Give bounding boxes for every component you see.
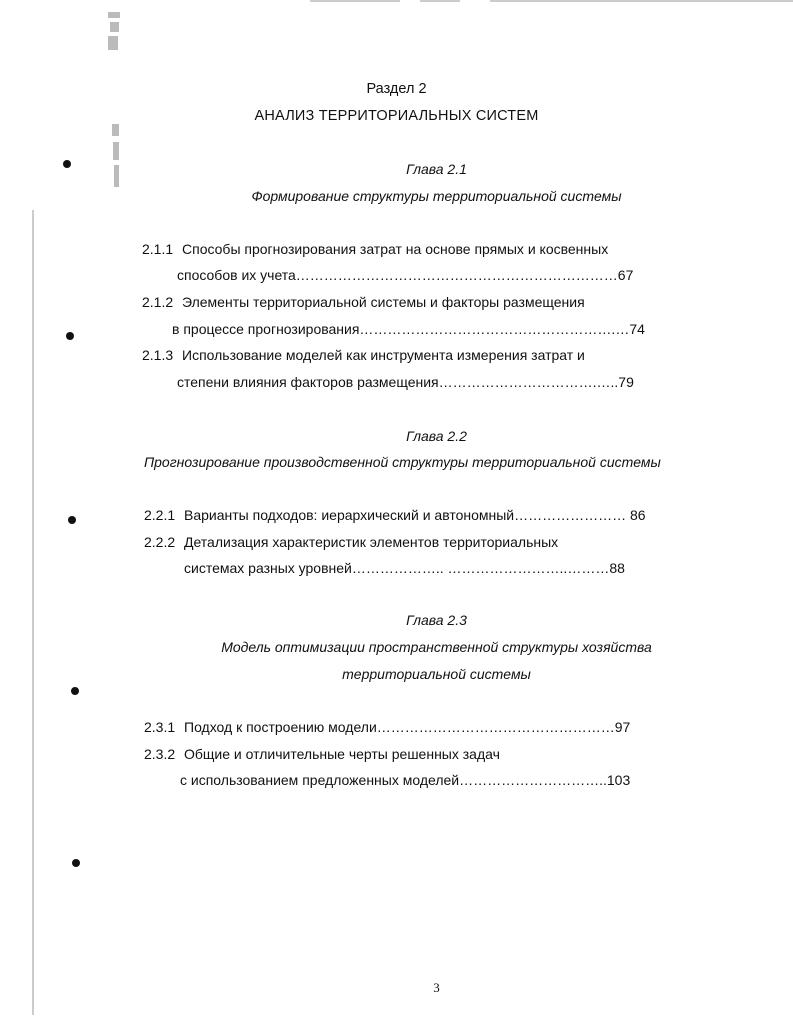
chapter-label: Глава 2.2 xyxy=(406,428,467,444)
page-number: 3 xyxy=(433,980,440,995)
chapter-title: Прогнозирование производственной структуры территориальной системы xyxy=(144,454,661,470)
toc-entry-line: Элементы территориальной системы и факторы размещения xyxy=(182,294,585,310)
punch-hole xyxy=(71,687,79,695)
toc-entry-number: 2.1.3 xyxy=(142,347,174,363)
toc-entry-number: 2.1.1 xyxy=(142,241,174,257)
toc-entry-number: 2.2.2 xyxy=(144,534,176,550)
chapter-title: территориальной системы xyxy=(342,666,531,682)
punch-hole xyxy=(68,516,76,524)
toc-entry-number: 2.2.1 xyxy=(144,507,176,523)
toc-entry-number: 2.3.2 xyxy=(144,746,176,762)
punch-hole xyxy=(72,859,80,867)
punch-hole xyxy=(66,332,74,340)
toc-entry-number: 2.3.1 xyxy=(144,719,176,735)
chapter-title: Модель оптимизации пространственной структуры хозяйства xyxy=(221,639,652,655)
section-title: АНАЛИЗ ТЕРРИТОРИАЛЬНЫХ СИСТЕМ xyxy=(254,108,539,124)
toc-entry-number: 2.1.2 xyxy=(142,294,174,310)
chapter-title: Формирование структуры территориальной системы xyxy=(251,188,622,204)
toc-entry-line: Использование моделей как инструмента измерения затрат и xyxy=(182,347,585,363)
toc-entry-line: в процессе прогнозирования……………………………………………….…74 xyxy=(172,321,645,337)
toc-entry-line: степени влияния факторов размещения…………………………….…..79 xyxy=(177,374,634,390)
toc-entry-line: Общие и отличительные черты решенных задач xyxy=(184,746,500,762)
toc-entry-line: Способы прогнозирования затрат на основе прямых и косвенных xyxy=(182,241,609,257)
chapter-label: Глава 2.1 xyxy=(406,161,467,177)
toc-entry-line: Подход к построению модели……………………………………………97 xyxy=(184,719,631,735)
toc-entry-line: Варианты подходов: иерархический и автономный…………………… 86 xyxy=(184,507,646,523)
section-label: Раздел 2 xyxy=(366,81,427,97)
toc-entry-line: Детализация характеристик элементов территориальных xyxy=(184,534,559,550)
chapter-label: Глава 2.3 xyxy=(406,612,467,628)
toc-entry-line: способов их учета……………………………………………………………67 xyxy=(177,267,634,283)
toc-entry-line: системах разных уровней……………….. ……………………..………88 xyxy=(184,560,625,576)
toc-entry-line: с использованием предложенных моделей…………………………..103 xyxy=(180,772,631,788)
